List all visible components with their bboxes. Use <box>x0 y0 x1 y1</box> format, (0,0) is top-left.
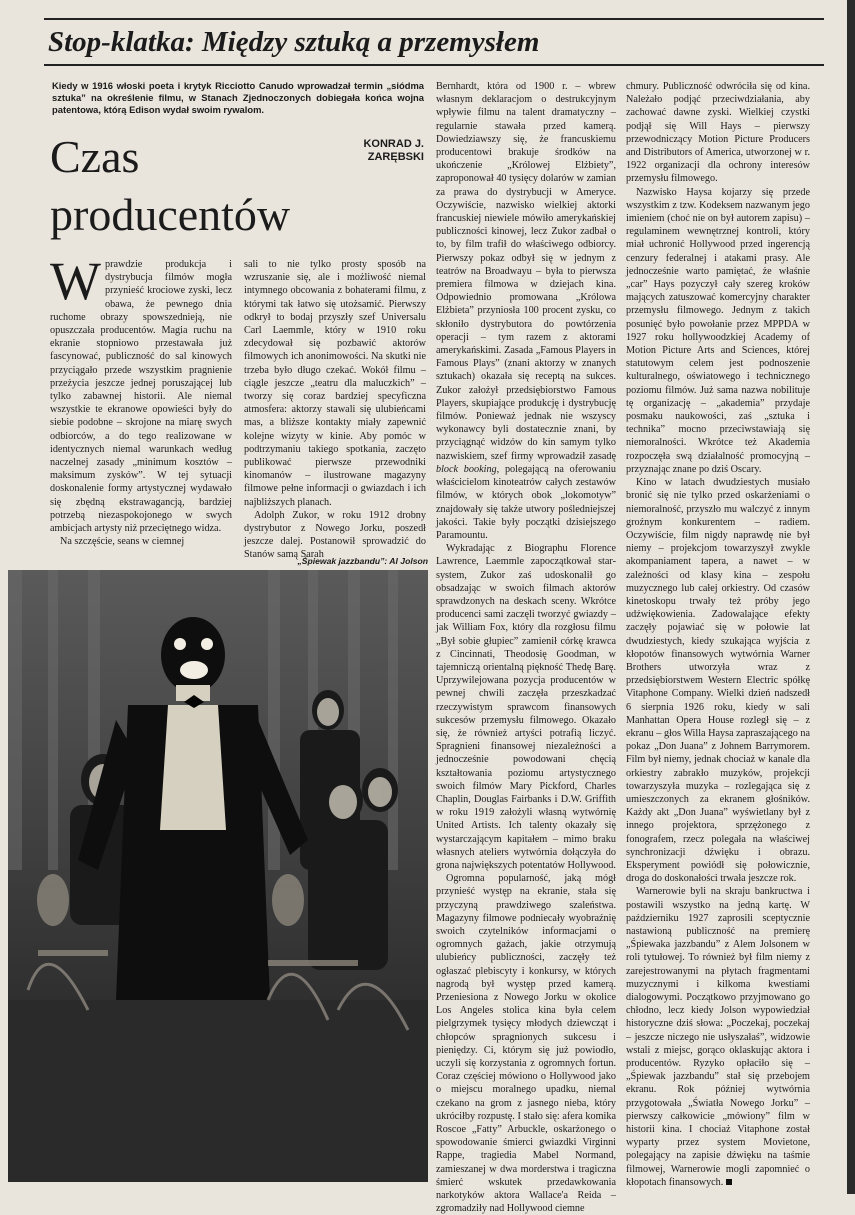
drop-cap: W <box>50 251 101 311</box>
col2-paragraph-2: Adolph Zukor, w roku 1912 drobny dystrybutor z Nowego Jorku, poszedł jeszcze dalej. Postanowił sprowadzić do Stanów samą Sarah <box>244 509 426 561</box>
col3-paragraph-2: Wykradając z Biographu Florence Lawrence, Laemmle zapoczątkował star-system, Zukor zaś udoskonalił go obsadzając w swoich filmach aktorów sprawdzonych na deskach sceny. Wkrótce producenci sami zaczęli tworzyć gwiazdy – jak William Fox, który dla rozgłosu filmu „Był sobie głupiec” zamienił córkę krawca z Cincinnati, Theodosię Goodman, w tajemniczą orientalną piękność Thedę Barę. Uprzywilejowana pozycja producentów w pewnej chwili zaczęła przeszkadzać rzeczywistym sprawcom finansowych sukcesów przemysłu filmowego. Okazało się, że również artyści potrafią liczyć. Spragnieni finansowej niezależności a jednocześnie powodowani chęcią kształtowania poziomu artystycznego swoich filmów Mary Pickford, Charles Chaplin, Douglas Fairbanks i D.W. Griffith w roku 1919 założyli własną wytwórnię United Artists. Ich talenty okazały się wystarczającym kapitałem – mimo braku własnych ateliers wytwórnia dołączyła do grona największych potentatów Hollywood. <box>436 543 616 871</box>
column-2 <box>244 258 426 561</box>
column-4 <box>626 80 810 1188</box>
photo-illustration <box>8 570 428 1182</box>
masthead-rule <box>44 64 824 66</box>
article-lead: Kiedy w 1916 włoski poeta i krytyk Ricciotto Canudo wprowadzał termin „siódma sztuka” na określenie filmu, w Stanach Zjednoczonych dobiegała końca wojna patentowa, którą Edison wydał swoim rywalom. <box>52 80 424 115</box>
col4-paragraph-4: Warnerowie byli na skraju bankructwa i postawili wszystko na jedną kartę. W październiku 1927 zaprosili sceptycznie nastawioną publiczność na premierę „Śpiewaka jazzbandu” z Alem Jolsonem w roli tytułowej. To również był film niemy z zarejestrowanymi na płytach fragmentami muzycznymi i kilkoma kwestiami dialogowymi. Początkowo przyjmowano go chłodno, lecz kiedy Jolson wypowiedział historyczne dziś słowa: „Poczekaj, poczekaj – jeszcze niczego nie usłyszałaś”, widzowie wstali z miejsc, gorąco oklaskując aktora i producentów. Ryzyko opłaciło się – „Śpiewak jazzbandu” stał się przebojem ekranu. Rok później wytwórnia przygotowała „Światła Nowego Jorku” – pierwszy całkowicie „mówiony” film w historii kina. I chociaż Vitaphone został wyparty przez system Movietone, polegający na zapisie dźwięku na taśmie filmowej, Warnerowie mogli zapomnieć o kłopotach finansowych. <box>626 886 810 1188</box>
section-masthead: Stop-klatka: Między sztuką a przemysłem <box>48 25 540 58</box>
column-3 <box>436 80 616 1215</box>
col2-paragraph-1: sali to nie tylko prosty sposób na wzruszanie się, ale i możliwość niemal intymnego obcowania z bohaterami filmu, z którymi tak łatwo się utożsamić. Pierwszy odkrył to bodaj przyszły szef Universalu Carl Laemmle, który w 1910 roku zdecydował się pozbawić aktorów filmowych ich anonimowości. Na skutki nie trzeba było długo czekać. Wokół filmu – ciągle jeszcze „teatru dla maluczkich” – tworzy się coraz bardziej specyficzna atmosfera: aktorzy stawali się ulubieńcami mas, a bliższe kontakty miały zapewnić kolejne wizyty w kinie. Aby pomóc w podtrzymaniu takiego spotkania, zaczęto publikować pierwsze przewodniki kinomanów – ilustrowane magazyny filmowe pełne informacji o gwiazdach i ich najbliższych planach. <box>244 259 426 508</box>
col1-paragraph-2: Na szczęście, seans w ciemnej <box>60 536 185 548</box>
article-headline <box>50 128 390 244</box>
photo-jazz-singer <box>8 570 428 1182</box>
photo-caption: „Śpiewak jazzbandu”: Al Jolson <box>297 556 428 566</box>
headline-line-1: Czas <box>50 131 140 182</box>
end-mark-icon <box>726 1179 732 1185</box>
col4-paragraph-3: Kino w latach dwudziestych musiało bronić się nie tylko przed oskarżeniami o niemoralność, przyszło mu walczyć z innym groźnym konkurentem – radiem. Oczywiście, film nigdy naprawdę nie był niemy – projekcjom towarzyszył zwykle akompaniament tapera, a nawet – w zależności od klasy kina – zespołu muzycznego lub całej orkiestry. Od czasów kinetoskopu trwały też próby jego udźwiękowienia. Zadowalające efekty zaczęły pojawiać się w połowie lat dwudziestych, kiedy szukająca wyjścia z kłopotów finansowych wytwórnia Warner Brothers utworzyła wraz z przedsiębiorstwem Western Electric spółkę Vitaphone Company. Wielki dzień nadszedł 6 sierpnia 1926 roku, kiedy w sali Manhattan Opera House rozległ się – z ekranu – głos Willa Haysa zapraszającego na pokaz „Don Juana” z Johnem Barrymorem. Film był niemy, jednak chociaż w kanale dla orkiestry zabrakło muzyków, projekcji towarzyszyła muzyka – rozlegająca się z umieszczonych za ekranem głośników. Każdy akt „Don Juana” wyświetlany był z innego projektora, sprzężonego z fonografem, rzecz polegała na właściwej synchronizacji dźwięku i obrazu. Eksperyment powiódł się połowicznie, droga do doskonałości trwała jeszcze rok. <box>626 477 810 885</box>
col3-paragraph-3: Ogromna popularność, jaką mógł przynieść występ na ekranie, stała się przyczyną prawdziwego szaleństwa. Magazyny filmowe podniecały wyobraźnię swoich czytelników informacjami o ogromnych gażach, jakie otrzymują ulubieńcy publiczności, zaczęły też ogłaszać plebiscyty i konkursy, w których nagrodą był występ przed kamerą. Przeniesiona z Nowego Jorku w okolice Los Angeles stolica kina była celem pielgrzymek tysięcy młodych dziewcząt i chłopców spragnionych sukcesu i pieniędzy. Ci, którym się już powiodło, uczyli się korzystania z ogromnych fortun. Coraz częściej mówiono o Hollywood jako o miejscu moralnego upadku, niemal czekano na grom z jasnego nieba, który ukróciłby rozpustę. I stało się: afera komika Roscoe „Fatty” Arbuckle, oskarżonego o spowodowanie śmierci gwiazdki Virginni Rappe, tragiedia Mabel Normand, zamieszanej w dwa morderstwa i tragiczna śmierć wskutek przedawkowania narkotyków aktora Wallace'a Reida – zgromadziły nad Hollywood ciemne <box>436 873 616 1215</box>
author-byline: KONRAD J. ZARĘBSKI <box>363 138 424 163</box>
page-edge <box>847 0 855 1194</box>
col4-paragraph-2: Nazwisko Haysa kojarzy się przede wszystkim z tzw. Kodeksem nazwanym jego imieniem (choć nie on był autorem zapisu) – regulaminem wewnętrznej kontroli, który miał uchronić Hollywood przed ingerencją cenzury federalnej i atakami prasy. Ale jednocześnie warto pamiętać, że właśnie „car” Hays pozyczył cały szereg kroków mających zatuszować komercyjny charakter przemysłu filmowego. Jednym z takich posunięć było powołanie przez MPPDA w 1927 roku hollywoodzkiej Academy of Motion Picture Arts and Sciences, której statutowym celem jest podnoszenie kulturalnego, oświatowego i technicznego poziomu filmów. Już sama nazwa nobilituje tę organizację – „akademia” przydaje posmaku naukowości, zaś „sztuka i technika” mocno przeciwstawiają się niemoralności. Wkrótce też Akademia rozpoczęła swą działalność promocyjną – przyznając znane po dziś Oscary. <box>626 186 810 475</box>
col1-paragraph-1: Wprawdzie produkcja i dystrybucja filmów mogła przynieść krociowe zyski, lecz obawa, że pewnego dnia ruchome obrazy spowszednieją, nie opuszczała producentów. Magia ruchu na ekranie stopniowo przestawała już fascynować, publiczność do sal kinowych przyciągało przede wszystkim pragnienie przeżycia jeszcze jednej poruszającej lub tylko zabawnej historii. Ale niemal wszystkie te ekranowe opowieści były do siebie podobne – skrojone na miarę swych odbiorców, a do tego realizowane w identycznych niemal warunkach według naczelnej zasady „minimum kosztów – maksimum zysków”. W tej sytuacji doskonalenie formy artystycznej wydawało się zbędną ekstrawagancją, bardziej potrzebą niezaspokojonego w swych ambicjach artysty niż przeciętnego widza. <box>50 251 232 535</box>
headline-line-2: producentów <box>50 189 291 240</box>
col3-paragraph-1: Bernhardt, która od 1900 r. – wbrew własnym deklaracjom o destrukcyjnym wpływie filmu na talent dramatyczny – regularnie stawała przed kamerą. Dowiedziawszy się, że francuskiemu producentowi brakuje środków na ukończenie „Królowej Elżbiety”, zaproponował 40 tysięcy dolarów w zamian za prawa do dystrybucji w Ameryce. Oczywiście, nazwisko wielkiej aktorki francuskiej niewiele mówiło amerykańskiej publiczności kinowej, lecz Zukor zadbał o to, by film trafił do właściwego odbiorcy. Pierwszy pokaz odbył się w jednym z teatrów na Broadwayu – była to pierwsza premiera filmowa w dziejach kina. Odpowiednio promowana „Królowa Elżbieta” przyniosła 100 procent zysku, co skłoniło dystrybutora do powtórzenia operacji – tym razem z aktorami amerykańskimi. Zasada „Famous Players in Famous Plays” (znani aktorzy w znanych sztukach) okazała się receptą na sukces. Zukor założył przedsiębiorstwo Famous Players, skupiające produkcję i dystrybucję filmów. Ponieważ jednak nie wszyscy wykonawcy byli dostatecznie znani, by przyciągnąć widzów do kin samym tylko nazwiskiem, szef firmy wprowadził zasadę block booking, polegającą na oferowaniu właścicielom kinoteatrów całych zestawów filmów, w których obok „lokomotyw” znajdowały się także utwory pośledniejszej jakości. Takie były początki dzisiejszego Paramountu. <box>436 81 616 541</box>
column-1 <box>50 251 232 548</box>
col3-italic-term: block booking <box>436 463 497 475</box>
col4-paragraph-1: chmury. Publiczność odwróciła się od kina. Należało podjąć przeciwdziałania, aby zachować dawne zyski. Wielkiej czystki podjął się Will Hays – pierwszy przewodniczący Motion Picture Producers and Distributors of America, utworzonej w r. 1922 organizacji dla ochrony interesów przemysłu filmowego. <box>626 81 810 185</box>
